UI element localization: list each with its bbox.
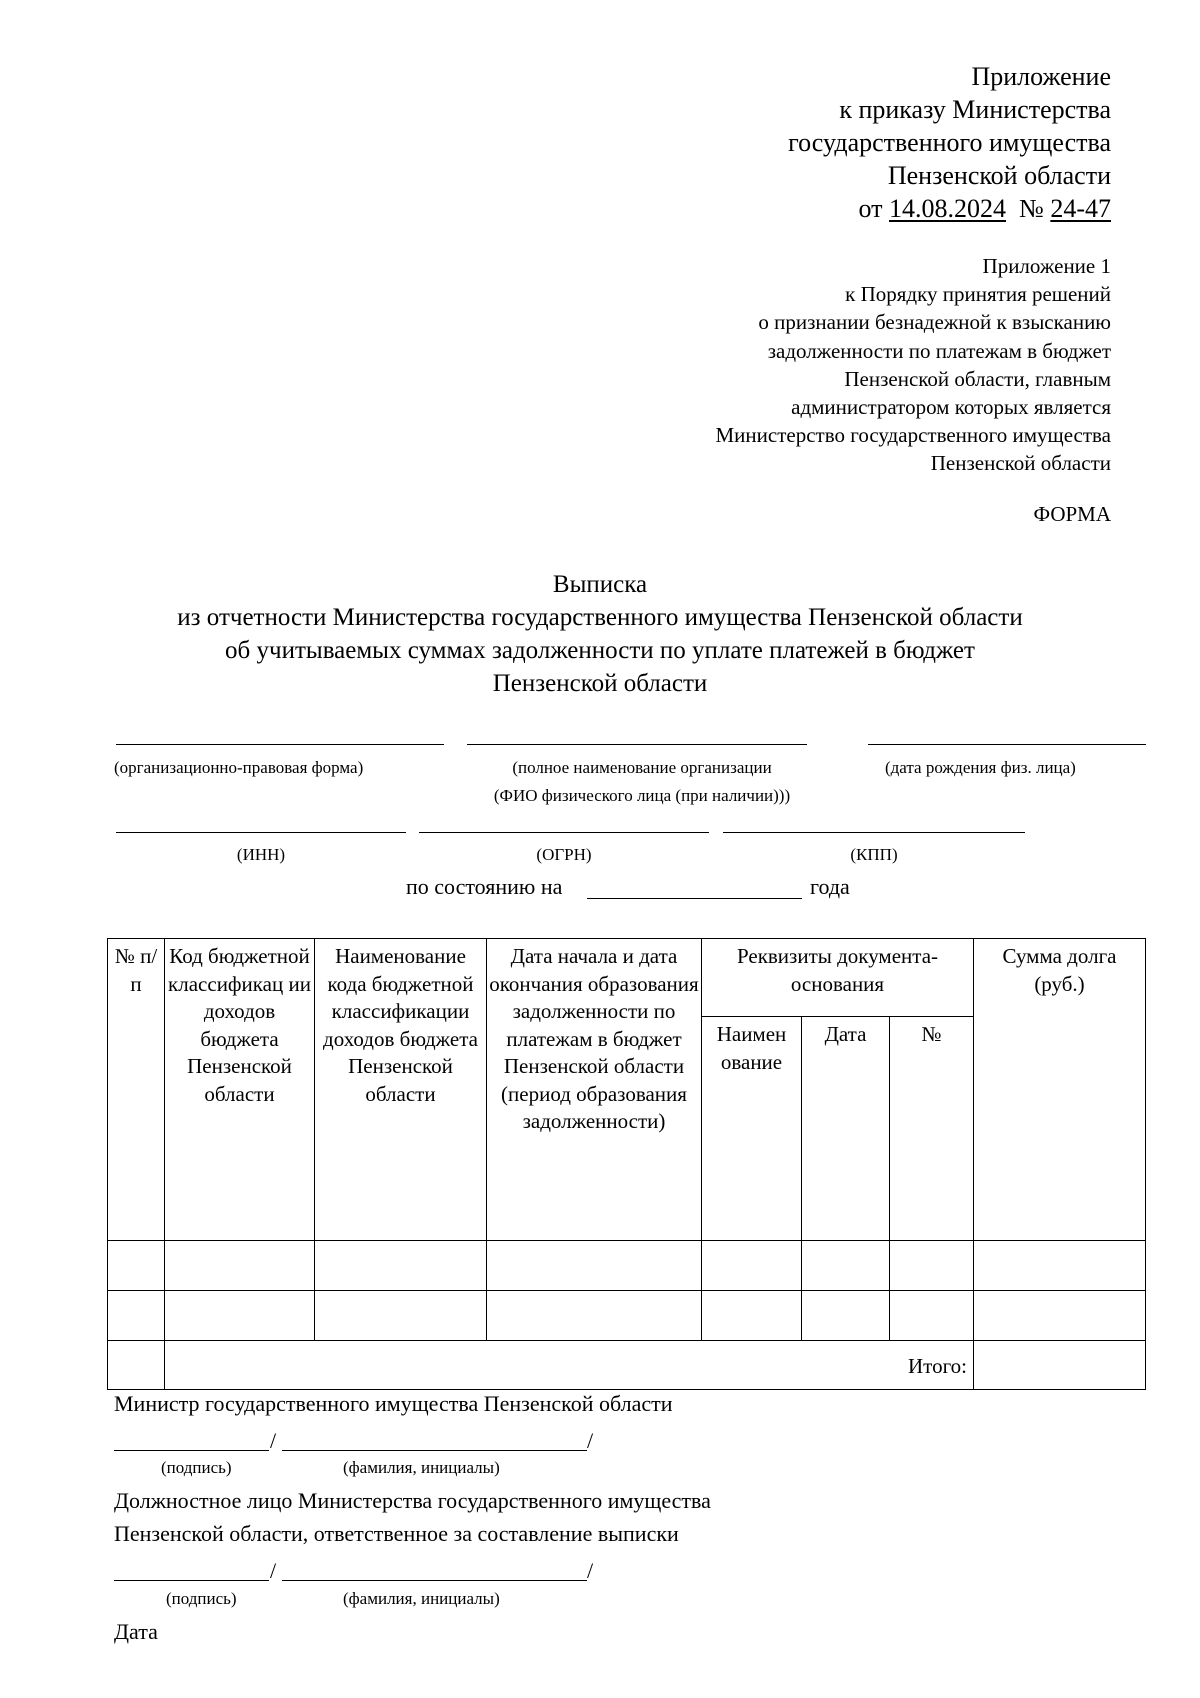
minister-sign-line[interactable]	[114, 1450, 269, 1451]
table-cell[interactable]	[487, 1291, 702, 1341]
table-cell[interactable]	[165, 1291, 315, 1341]
col-header-code: Код бюджетной классификац ии доходов бюджета Пензенской области	[165, 939, 315, 1241]
as-of-date-line[interactable]	[587, 898, 802, 899]
table-cell[interactable]	[108, 1341, 165, 1390]
col-header-num: № п/п	[108, 939, 165, 1241]
title-line: об учитываемых суммах задолженности по уплате платежей в бюджет	[225, 637, 975, 664]
header-line: Приложение	[971, 62, 1111, 91]
slash: /	[587, 1558, 594, 1583]
col-header-requisites: Реквизиты документа-основания	[702, 939, 974, 1017]
birth-date-line[interactable]	[868, 744, 1146, 745]
inn-caption: (ИНН)	[236, 845, 286, 864]
slash: /	[587, 1428, 594, 1453]
appendix-header	[411, 252, 1111, 478]
title-line: из отчетности Министерства государственного имущества Пензенской области	[177, 604, 1023, 631]
appendix-line: Министерство государственного имущества	[715, 423, 1111, 448]
as-of-suffix: года	[810, 874, 850, 899]
official-title-line-2: Пензенской области, ответственное за составление выписки	[114, 1521, 679, 1546]
minister-fio-line[interactable]	[282, 1450, 587, 1451]
order-number: 24-47	[1050, 194, 1111, 223]
order-header	[511, 60, 1111, 225]
birth-date-caption: (дата рождения физ. лица)	[885, 758, 1076, 777]
org-form-line[interactable]	[116, 744, 444, 745]
col-header-req-date: Дата	[802, 1017, 890, 1241]
form-label: ФОРМА	[1033, 502, 1111, 526]
table-row	[108, 1291, 1146, 1341]
appendix-line: Пензенской области, главным	[844, 366, 1111, 391]
slash: /	[270, 1428, 277, 1453]
org-name-line[interactable]	[467, 744, 807, 745]
appendix-line: задолженности по платежам в бюджет	[767, 338, 1111, 363]
appendix-line: о признании безнадежной к взысканию	[758, 310, 1111, 335]
table-cell[interactable]	[802, 1241, 890, 1291]
table-cell[interactable]	[890, 1241, 974, 1291]
appendix-line: Пензенской области	[930, 451, 1111, 476]
kpp-line[interactable]	[723, 832, 1025, 833]
table-cell[interactable]	[890, 1291, 974, 1341]
table-cell[interactable]	[315, 1241, 487, 1291]
total-row	[108, 1341, 1146, 1390]
table-row	[108, 1241, 1146, 1291]
total-sum-cell[interactable]	[974, 1341, 1146, 1390]
official-title-line-1: Должностное лицо Министерства государственного имущества	[114, 1488, 711, 1513]
total-label: Итого:	[165, 1341, 974, 1390]
date-label: Дата	[114, 1619, 158, 1644]
table-cell[interactable]	[108, 1241, 165, 1291]
order-date: 14.08.2024	[889, 194, 1007, 223]
appendix-line: Приложение 1	[982, 254, 1111, 278]
table-cell[interactable]	[487, 1241, 702, 1291]
table-cell[interactable]	[702, 1291, 802, 1341]
col-header-sum: Сумма долга (руб.)	[974, 939, 1146, 1241]
date-prefix: от	[858, 194, 883, 223]
org-name-caption: (полное наименование организации	[512, 758, 772, 777]
header-line: к приказу Министерства	[839, 95, 1111, 124]
table-cell[interactable]	[974, 1241, 1146, 1291]
col-header-name: Наименование кода бюджетной классификации доходов бюджета Пензенской области	[315, 939, 487, 1241]
document-title	[100, 568, 1100, 700]
col-header-req-name: Наимен ование	[702, 1017, 802, 1241]
table-cell[interactable]	[315, 1291, 487, 1341]
order-date-number	[511, 192, 1111, 225]
org-form-caption: (организационно-правовая форма)	[114, 758, 364, 777]
inn-line[interactable]	[116, 832, 406, 833]
col-header-req-num: №	[890, 1017, 974, 1241]
fio-caption: (фамилия, инициалы)	[343, 1589, 500, 1608]
number-prefix: №	[1019, 194, 1044, 223]
official-fio-line[interactable]	[282, 1580, 587, 1581]
ogrn-caption: (ОГРН)	[536, 845, 592, 864]
official-sign-line[interactable]	[114, 1580, 269, 1581]
table-cell[interactable]	[108, 1291, 165, 1341]
table-cell[interactable]	[974, 1291, 1146, 1341]
title-line: Выписка	[552, 571, 648, 598]
table-cell[interactable]	[702, 1241, 802, 1291]
appendix-line: администратором которых является	[791, 395, 1111, 420]
org-name-caption-2: (ФИО физического лица (при наличии)))	[493, 786, 791, 805]
as-of-prefix: по состоянию на	[406, 874, 563, 899]
table-cell[interactable]	[165, 1241, 315, 1291]
debt-table	[107, 938, 1146, 1390]
ogrn-line[interactable]	[419, 832, 709, 833]
fio-caption: (фамилия, инициалы)	[343, 1458, 500, 1477]
col-header-dates: Дата начала и дата окончания образования задолженности по платежам в бюджет Пензенской области (период образования задолженности)	[487, 939, 702, 1241]
header-line: государственного имущества	[788, 128, 1111, 157]
appendix-line: к Порядку принятия решений	[845, 282, 1111, 307]
table-cell[interactable]	[802, 1291, 890, 1341]
kpp-caption: (КПП)	[850, 845, 898, 864]
header-line: Пензенской области	[887, 161, 1111, 190]
slash: /	[270, 1558, 277, 1583]
minister-title: Министр государственного имущества Пензенской области	[114, 1391, 673, 1416]
sign-caption: (подпись)	[161, 1458, 232, 1477]
sign-caption: (подпись)	[166, 1589, 237, 1608]
title-line: Пензенской области	[492, 670, 708, 697]
